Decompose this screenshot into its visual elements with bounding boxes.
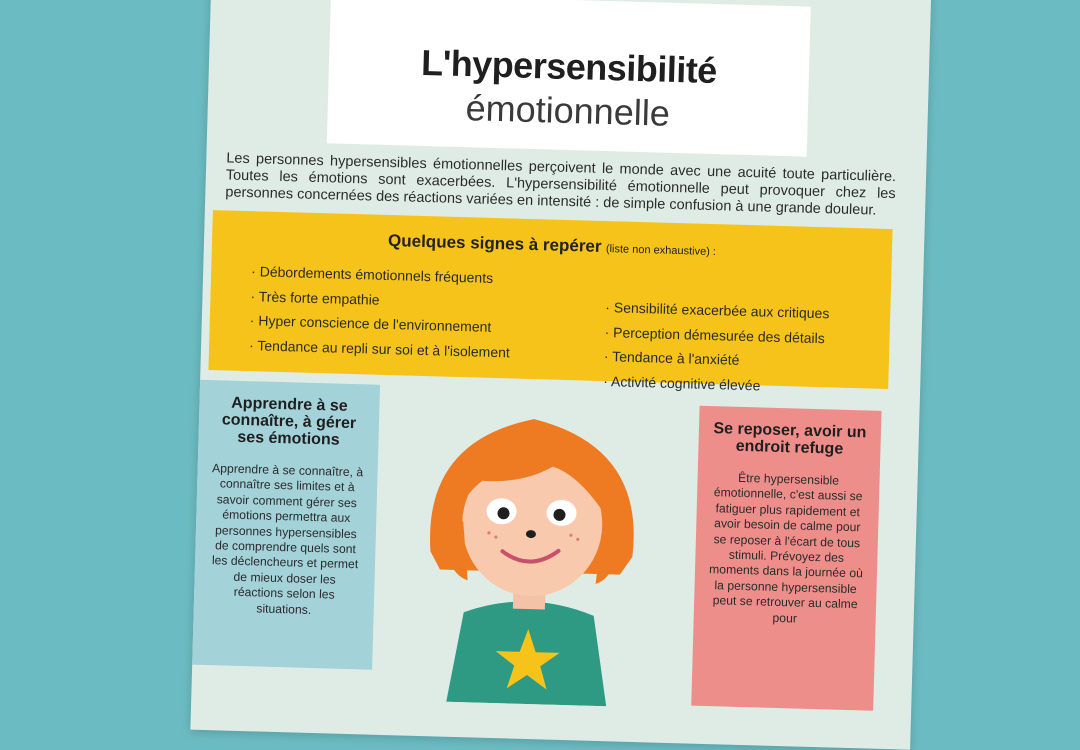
sign-item: · Activité cognitive élevée <box>603 372 761 393</box>
title-box <box>327 0 811 157</box>
signs-left-column <box>249 259 512 364</box>
page-title: L'hypersensibilité <box>420 41 718 92</box>
self-knowledge-title: Apprendre à se connaître, à gérer ses émotions <box>221 394 357 449</box>
rest-refuge-title: Se reposer, avoir un endroit refuge <box>713 420 867 458</box>
rest-refuge-box <box>691 406 881 711</box>
signs-box <box>208 210 892 393</box>
signs-heading-text: Quelques signes à repérer <box>387 230 602 256</box>
sign-item: · Perception démesurée des détails <box>604 323 826 346</box>
self-knowledge-box <box>192 380 380 670</box>
sign-item: · Hyper conscience de l'environnement <box>249 312 492 335</box>
signs-right-column <box>603 295 830 399</box>
signs-heading-note: (liste non exhaustive) : <box>605 243 717 259</box>
infographic-sheet <box>190 0 931 750</box>
sign-item: · Très forte empathie <box>250 287 380 308</box>
page-subtitle: émotionnelle <box>465 87 671 134</box>
sign-item: · Tendance à l'anxiété <box>603 348 740 368</box>
rest-refuge-text: Être hypersensible émotionnelle, c'est aussi se fatiguer plus rapidement et avoir besoin de calme pour se reposer à l'écart de tous stimuli. Prévoyez des moments dans la journée où la personne hypersensible peut se retrouver au calme pour <box>708 470 864 626</box>
girl-illustration <box>406 401 654 708</box>
self-knowledge-text: Apprendre à se connaître, à connaître ses limites et à savoir comment gérer ses émotions permettra aux personnes hypersensibles de comprendre quels sont les déclencheurs et permet de mieux doser les réactions selon les situations. <box>211 461 364 617</box>
sign-item: · Débordements émotionnels fréquents <box>250 263 494 286</box>
sign-item: · Sensibilité exacerbée aux critiques <box>605 299 830 322</box>
sign-item: · Tendance au repli sur soi et à l'isolement <box>248 336 511 360</box>
intro-paragraph: Les personnes hypersensibles émotionnelles perçoivent le monde avec une acuité toute particulière. Toutes les émotions sont exacerbées. L'hypersensibilité émotionnelle peut provoquer chez les personnes concernées des réactions variées en intensité : de simple confusion à une grande douleur. <box>225 150 897 219</box>
signs-heading <box>212 226 892 265</box>
